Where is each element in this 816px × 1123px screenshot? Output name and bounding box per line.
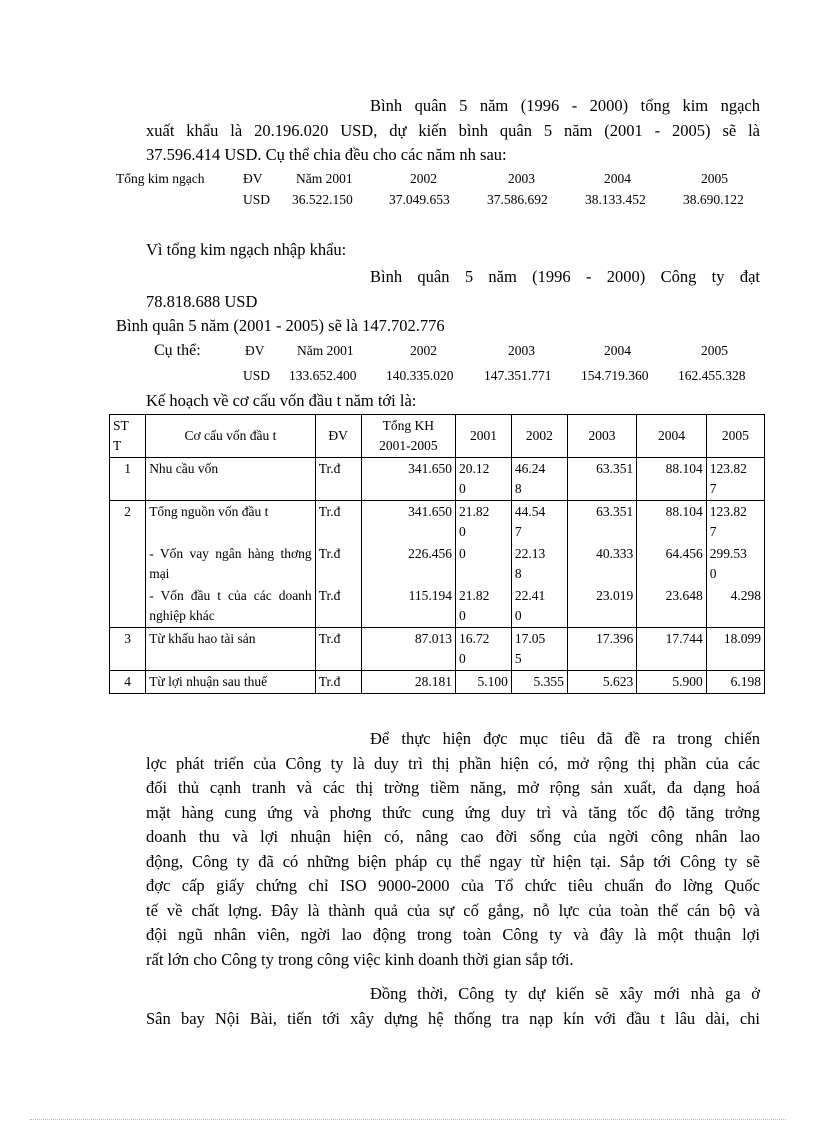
table-row [110, 585, 765, 628]
cell-stt [110, 585, 146, 628]
text-line: 78.818.688 USD [146, 291, 258, 311]
cell-2001: 16.72 0 [456, 628, 512, 671]
text-line: lợc phát triển của Công ty là duy trì thị phần hiện có, mở rộng thị phần của các [146, 753, 760, 773]
header-2003: 2003 [567, 415, 636, 458]
paragraph-import-summary [146, 265, 760, 314]
export-label: Tổng kim ngạch [116, 171, 205, 186]
cell-2002: 46.24 8 [511, 458, 567, 501]
cell-name: - Vốn vay ngân hàng thơng mại [146, 543, 316, 585]
table-row [110, 543, 765, 585]
text-line: đợc cấp giấy chứng chỉ ISO 9000-2000 của Tổ chức tiêu chuẩn đo lờng Quốc [146, 876, 760, 895]
cell-2004: 23.648 [637, 585, 706, 628]
paragraph-export-summary [146, 94, 760, 168]
export-year-2005: 2005 [701, 171, 728, 186]
cell-name: Tổng nguồn vốn đầu t [146, 501, 316, 544]
import-heading: Vì tổng kim ngạch nhập khẩu: [146, 240, 347, 259]
table-row [110, 458, 765, 501]
header-2002: 2002 [511, 415, 567, 458]
cell-2002: 5.355 [511, 671, 567, 694]
cell-2005: 6.198 [706, 671, 764, 694]
cell-2005: 299.53 0 [706, 543, 764, 585]
import-forecast-line: Bình quân 5 năm (2001 - 2005) sẽ là 147.702.776 [116, 316, 445, 335]
header-dv: ĐV [315, 415, 361, 458]
cell-2001: 20.12 0 [456, 458, 512, 501]
table-row [110, 671, 765, 694]
text-line: rất lớn cho Công ty trong công việc kinh doanh thời gian sắp tới. [146, 949, 574, 969]
text-line: đội ngũ nhân viên, ngời lao động trong toàn Công ty và đây là một thuận lợi [146, 925, 760, 944]
export-unit: USD [243, 192, 271, 207]
cell-stt [110, 543, 146, 585]
cell-total: 341.650 [361, 458, 455, 501]
cell-dv: Tr.đ [315, 671, 361, 694]
cell-total: 28.181 [361, 671, 455, 694]
import-label: Cụ thể: [154, 342, 201, 359]
export-row-values [0, 192, 816, 212]
cell-2002: 22.13 8 [511, 543, 567, 585]
cell-2005: 123.82 7 [706, 458, 764, 501]
page-bottom-divider [30, 1119, 786, 1120]
cell-2003: 17.396 [567, 628, 636, 671]
cell-2004: 88.104 [637, 458, 706, 501]
text-line: đối thủ cạnh tranh và các thị trờng tiềm năng, mở rộng sản xuất, đa dạng hoá [146, 778, 760, 797]
text-line: Bình quân 5 năm (1996 - 2000) tổng kim ngạch [370, 96, 760, 115]
import-unit: USD [243, 368, 271, 383]
text-line: mặt hàng cung ứng và phơng thức cung ứng duy trì và tăng tốc độ tăng trởng [146, 802, 760, 822]
cell-name: Từ lợi nhuận sau thuế [146, 671, 316, 694]
import-year-2001: Năm 2001 [297, 343, 354, 358]
cell-name: Nhu cầu vốn [146, 458, 316, 501]
export-row-header [0, 171, 816, 191]
header-2004: 2004 [637, 415, 706, 458]
header-2005: 2005 [706, 415, 764, 458]
import-dv-header: ĐV [245, 343, 265, 358]
cell-name: - Vốn đầu t của các doanh nghiệp khác [146, 585, 316, 628]
text-line: Sân bay Nội Bài, tiến tới xây dựng hệ thống tra nạp kín với đầu t lâu dài, chi [146, 1008, 760, 1028]
header-total: Tổng KH 2001-2005 [361, 415, 455, 458]
import-value-2004: 154.719.360 [581, 368, 649, 383]
export-dv-header: ĐV [243, 171, 263, 186]
export-year-2004: 2004 [604, 171, 631, 186]
cell-total: 87.013 [361, 628, 455, 671]
cell-stt: 1 [110, 458, 146, 501]
cell-2003: 23.019 [567, 585, 636, 628]
cell-2002: 17.05 5 [511, 628, 567, 671]
import-year-2002: 2002 [410, 343, 437, 358]
cell-2004: 5.900 [637, 671, 706, 694]
text-line: Bình quân 5 năm (1996 - 2000) Công ty đạt [370, 267, 760, 286]
cell-2004: 64.456 [637, 543, 706, 585]
import-year-2004: 2004 [604, 343, 631, 358]
cell-dv: Tr.đ [315, 628, 361, 671]
export-value-2001: 36.522.150 [292, 192, 353, 207]
table-row [110, 628, 765, 671]
cell-2002: 22.41 0 [511, 585, 567, 628]
export-year-2002: 2002 [410, 171, 437, 186]
cell-2005: 123.82 7 [706, 501, 764, 544]
import-row-header [0, 343, 816, 363]
cell-stt: 3 [110, 628, 146, 671]
cell-2004: 88.104 [637, 501, 706, 544]
cell-total: 115.194 [361, 585, 455, 628]
paragraph-expansion [146, 982, 760, 1031]
import-value-2005: 162.455.328 [678, 368, 746, 383]
cell-name: Từ khấu hao tài sản [146, 628, 316, 671]
cell-2003: 5.623 [567, 671, 636, 694]
investment-structure-table [109, 414, 765, 694]
import-year-2003: 2003 [508, 343, 535, 358]
export-value-2003: 37.586.692 [487, 192, 548, 207]
text-line: Đồng thời, Công ty dự kiến sẽ xây mới nhà ga ở [370, 984, 760, 1003]
cell-2003: 40.333 [567, 543, 636, 585]
cell-stt: 2 [110, 501, 146, 544]
cell-2002: 44.54 7 [511, 501, 567, 544]
cell-dv: Tr.đ [315, 543, 361, 585]
cell-dv: Tr.đ [315, 501, 361, 544]
export-value-2004: 38.133.452 [585, 192, 646, 207]
header-stt: ST T [110, 415, 146, 458]
export-value-2005: 38.690.122 [683, 192, 744, 207]
cell-2004: 17.744 [637, 628, 706, 671]
paragraph-strategy [146, 727, 760, 972]
text-line: doanh thu và lợi nhuận hiện có, nâng cao đời sống của ngời công nhân lao [146, 827, 760, 846]
text-line: 37.596.414 USD. Cụ thể chia đều cho các năm nh sau: [146, 145, 507, 164]
plan-heading: Kế hoạch về cơ cấu vốn đầu t năm tới là: [146, 391, 417, 410]
cell-2005: 18.099 [706, 628, 764, 671]
cell-2003: 63.351 [567, 501, 636, 544]
import-row-values [0, 368, 816, 388]
cell-2005: 4.298 [706, 585, 764, 628]
cell-stt: 4 [110, 671, 146, 694]
header-2001: 2001 [456, 415, 512, 458]
cell-2001: 0 [456, 543, 512, 585]
cell-total: 341.650 [361, 501, 455, 544]
import-value-2001: 133.652.400 [289, 368, 357, 383]
text-line: Để thực hiện đợc mục tiêu đã đề ra trong chiến [370, 729, 760, 748]
export-value-2002: 37.049.653 [389, 192, 450, 207]
cell-dv: Tr.đ [315, 458, 361, 501]
table-header-row [110, 415, 765, 458]
export-year-2001: Năm 2001 [296, 171, 353, 186]
import-value-2003: 147.351.771 [484, 368, 552, 383]
cell-total: 226.456 [361, 543, 455, 585]
text-line: xuất khẩu là 20.196.020 USD, dự kiến bình quân 5 năm (2001 - 2005) sẽ là [146, 120, 760, 140]
table-row [110, 501, 765, 544]
import-year-2005: 2005 [701, 343, 728, 358]
cell-dv: Tr.đ [315, 585, 361, 628]
export-year-2003: 2003 [508, 171, 535, 186]
cell-2001: 5.100 [456, 671, 512, 694]
cell-2001: 21.82 0 [456, 585, 512, 628]
cell-2001: 21.82 0 [456, 501, 512, 544]
import-value-2002: 140.335.020 [386, 368, 454, 383]
text-line: tế về chất lợng. Đây là thành quả của sự cố gắng, nỗ lực của toàn thể cán bộ và [146, 900, 760, 920]
text-line: động, Công ty đã có những biện pháp cụ thể ngay từ hiện tại. Sắp tới Công ty sẽ [146, 851, 760, 871]
cell-2003: 63.351 [567, 458, 636, 501]
header-structure: Cơ cấu vốn đầu t [146, 415, 316, 458]
